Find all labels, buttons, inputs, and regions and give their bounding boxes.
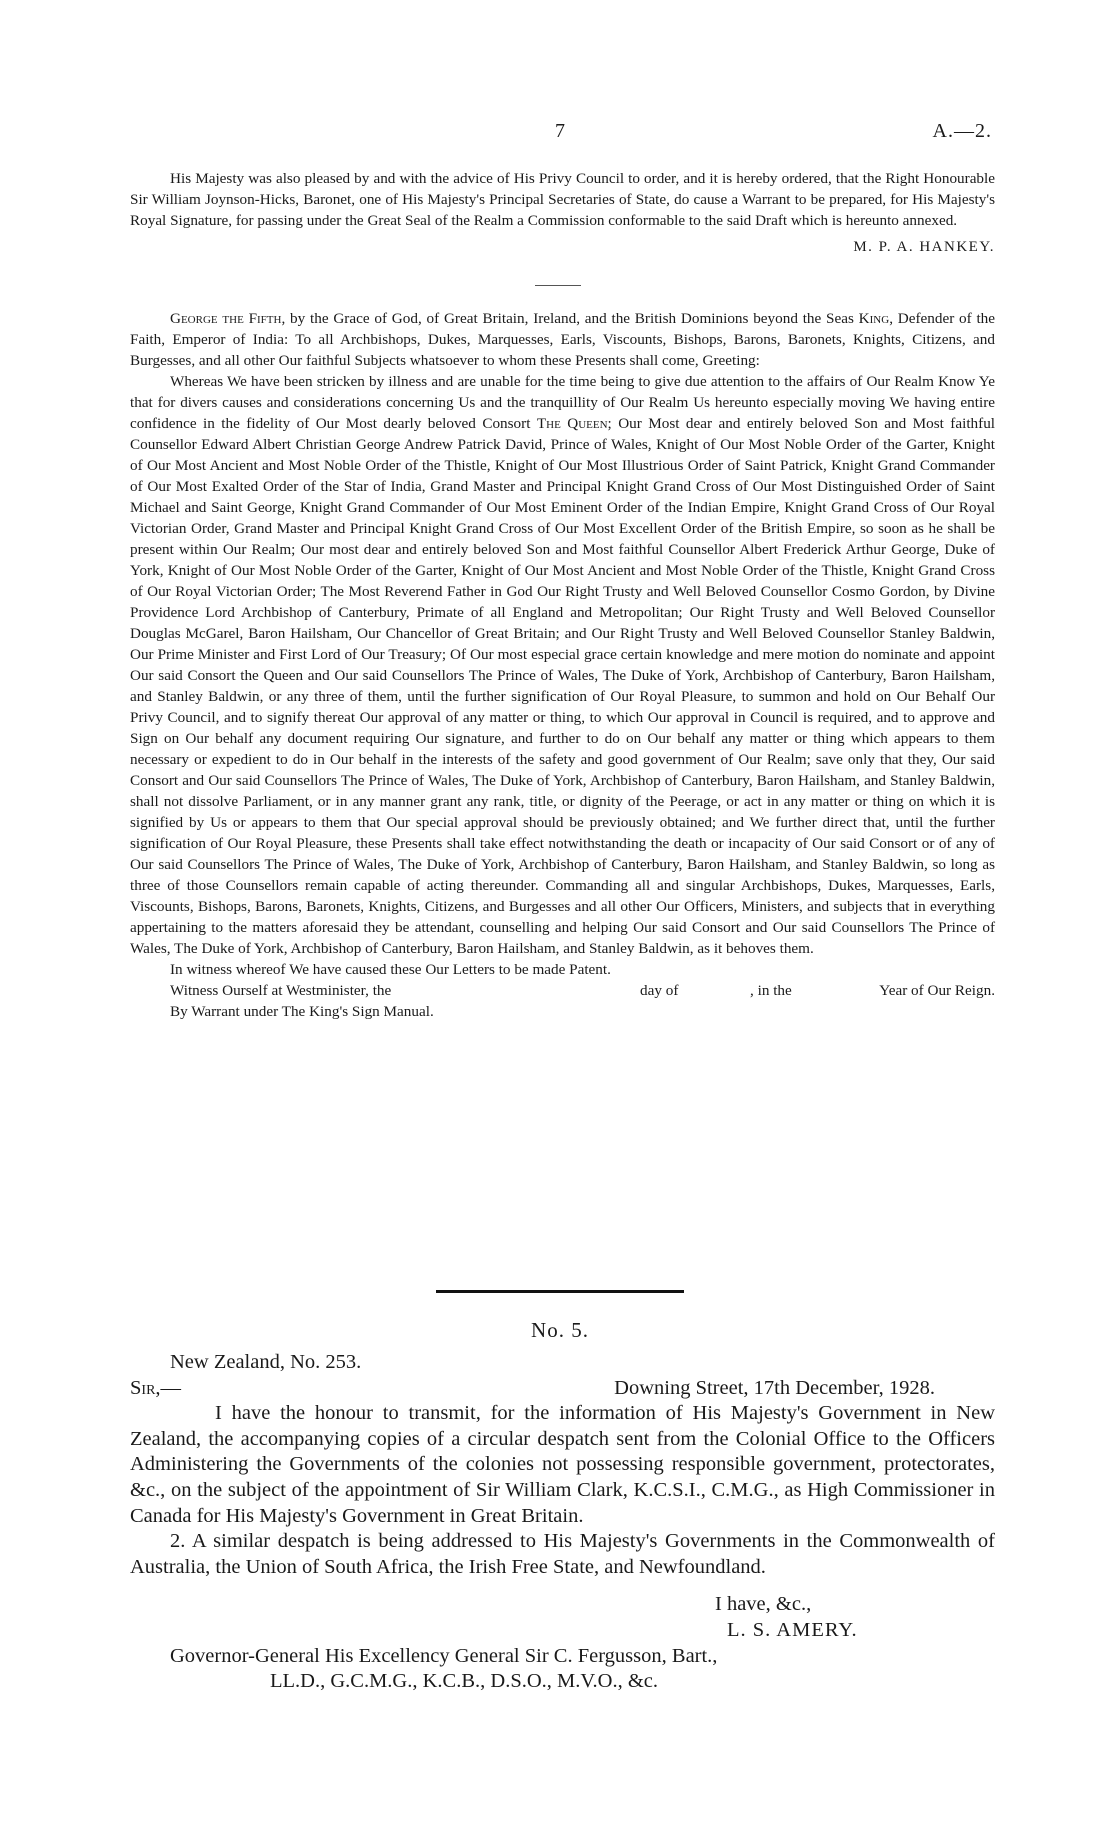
despatch-paragraph-2: 2. A similar despatch is being addressed to His Majesty's Governments in the Commonwealth of Australia, the Union of South Africa, the Irish Free State, and Newfoundland. (130, 1530, 995, 1578)
page-number: 7 (555, 120, 565, 142)
king-name: George the Fifth (170, 310, 282, 327)
signatory: L. S. AMERY. (727, 1618, 858, 1641)
document-reference: A.—2. (932, 120, 992, 142)
hankey-signature: M. P. A. HANKEY. (853, 239, 995, 255)
queen-title: The Queen (536, 415, 608, 432)
closing: I have, &c., (715, 1593, 812, 1616)
witness-line-1: In witness whereof We have caused these Our Letters to be made Patent. (170, 961, 611, 978)
commission-body: Whereas We have been stricken by illness and are unable for the time being to give due attention to the affairs of Our Realm Know Ye that for divers causes and considerations concerning Us and the tranquillity of Our Realm Us hereunto especially moving We having entire confidence in the fidelity of Our Most dearly beloved Consort The Queen; Our Most dear and entirely beloved Son and Most faithful Counsellor Edward Albert Christian George Andrew Patrick David, Prince of Wales, Knight of Our Most Noble Order of the Garter, Knight of Our Most Ancient and Most Noble Order of the Thistle, Knight of Our Most Illustrious Order of Saint Patrick, Knight Grand Commander of Our Most Exalted Order of the Star of India, Grand Master and Principal Knight Grand Cross of Our Most Distinguished Order of Saint Michael and Saint George, Knight Grand Commander of Our Most Eminent Order of the Indian Empire, Knight Grand Cross of Our Royal Victorian Order, Grand Master and Principal Knight Grand Cross of Our Most Excellent Order of the British Empire, so soon as he shall be present within Our Realm; Our most dear and entirely beloved Son and Most faithful Counsellor Albert Frederick Arthur George, Duke of York, Knight of Our Most Noble Order of the Garter, Knight of Our Most Ancient and Most Noble Order of the Thistle, Knight Grand Cross of Our Royal Victorian Order; The Most Reverend Father in God Our Right Trusty and Well Beloved Counsellor Cosmo Gordon, by Divine Providence Lord Archbishop of Canterbury, Primate of all England and Metropolitan; Our Right Trusty and Well Beloved Counsellor Douglas McGarel, Baron Hailsham, Our Chancellor of Great Britain; and Our Right Trusty and Well Beloved Counsellor Stanley Baldwin, Our Prime Minister and First Lord of Our Treasury; Of Our most especial grace certain knowledge and mere motion do nominate and appoint Our said Consort the Queen and Our said Counsellors The Prince of Wales, The Duke of York, Archbishop of Canterbury, Baron Hailsham, and Stanley Baldwin, or any three of them, until the further signification of Our Royal Pleasure, to summon and hold on Our Behalf Our Privy Council, and to signify thereat Our approval of any matter or thing, to which Our approval in Council is required, and to approve and Sign on Our behalf any document requiring Our signature, and further to do on Our behalf any matter or thing which appears to them necessary or expedient to do in Our behalf in the interests of the safety and good government of Our Realm; save only that they, Our said Consort and Our said Counsellors The Prince of Wales, The Duke of York, Archbishop of Canterbury, Baron Hailsham, and Stanley Baldwin, shall not dissolve Parliament, or in any manner grant any rank, title, or dignity of the Peerage, or act in any matter or thing on which it is signified by Us or appears to them that Our special approval should be previously obtained; and We further direct that, until the further signification of Our Royal Pleasure, these Presents shall take effect notwithstanding the death or incapacity of Our said Consort or of any of Our said Counsellors The Prince of Wales, The Duke of York, Archbishop of Canterbury, Baron Hailsham, and Stanley Baldwin, so long as three of those Counsellors remain capable of acting thereunder. Commanding all and singular Archbishops, Dukes, Marquesses, Earls, Viscounts, Bishops, Barons, Baronets, Knights, Citizens, and Burgesses and all other Our Officers, Ministers, and subjects that in everything appertaining to the matters aforesaid they be attendant, counselling and helping Our said Consort and Our said Counsellors The Prince of Wales, The Duke of York, Archbishop of Canterbury, Baron Hailsham, and Stanley Baldwin, as it behoves them. (130, 373, 996, 957)
despatch-number: No. 5. (531, 1318, 589, 1342)
king-title: King (858, 310, 890, 327)
salutation: Sir,— (130, 1376, 182, 1399)
addressee-line-2: LL.D., G.C.M.G., K.C.B., D.S.O., M.V.O., &c. (270, 1670, 659, 1693)
privy-council-section (130, 168, 995, 258)
salutation-row (130, 1376, 995, 1402)
witness-line-2: Witness Ourself at Westminister, the day of , in the Year of Our Reign. (170, 982, 995, 999)
short-divider (535, 285, 581, 286)
warrant-line: By Warrant under The King's Sign Manual. (170, 1003, 434, 1020)
place-date: Downing Street, 17th December, 1928. (614, 1376, 935, 1399)
despatch-paragraph-1: I have the honour to transmit, for the information of His Majesty's Government in New Zealand, the accompanying copies of a circular despatch sent from the Colonial Office to the Officers Administering the Governments of the colonies not possessing responsible government, protectorates, &c., on the subject of the appointment of Sir William Clark, K.C.S.I., C.M.G., as High Commissioner in Canada for His Majesty's Government in Great Britain. (130, 1402, 995, 1527)
addressee-line-1: Governor-General His Excellency General Sir C. Fergusson, Bart., (170, 1644, 718, 1667)
section-divider (436, 1290, 684, 1293)
commission-opening: George the Fifth, by the Grace of God, of Great Britain, Ireland, and the British Dominions beyond the Seas King, Defender of the Faith, Emperor of India: To all Archbishops, Dukes, Marquesses, Earls, Viscounts, Bishops, Barons, Baronets, Knights, Citizens, and Burgesses, and all other Our faithful Subjects whatsoever to whom these Presents shall come, Greeting: (130, 310, 996, 369)
despatch-section (130, 1350, 995, 1695)
despatch-ref: New Zealand, No. 253. (170, 1351, 362, 1373)
privy-council-paragraph: His Majesty was also pleased by and with the advice of His Privy Council to order, and it is hereby ordered, that the Right Honourable Sir William Joynson-Hicks, Baronet, one of His Majesty's Principal Secretaries of State, do cause a Warrant to be prepared, for His Majesty's Royal Signature, for passing under the Great Seal of the Realm a Commission conformable to the said Draft which is hereunto annexed. (130, 170, 995, 229)
commission-section (130, 308, 995, 1022)
